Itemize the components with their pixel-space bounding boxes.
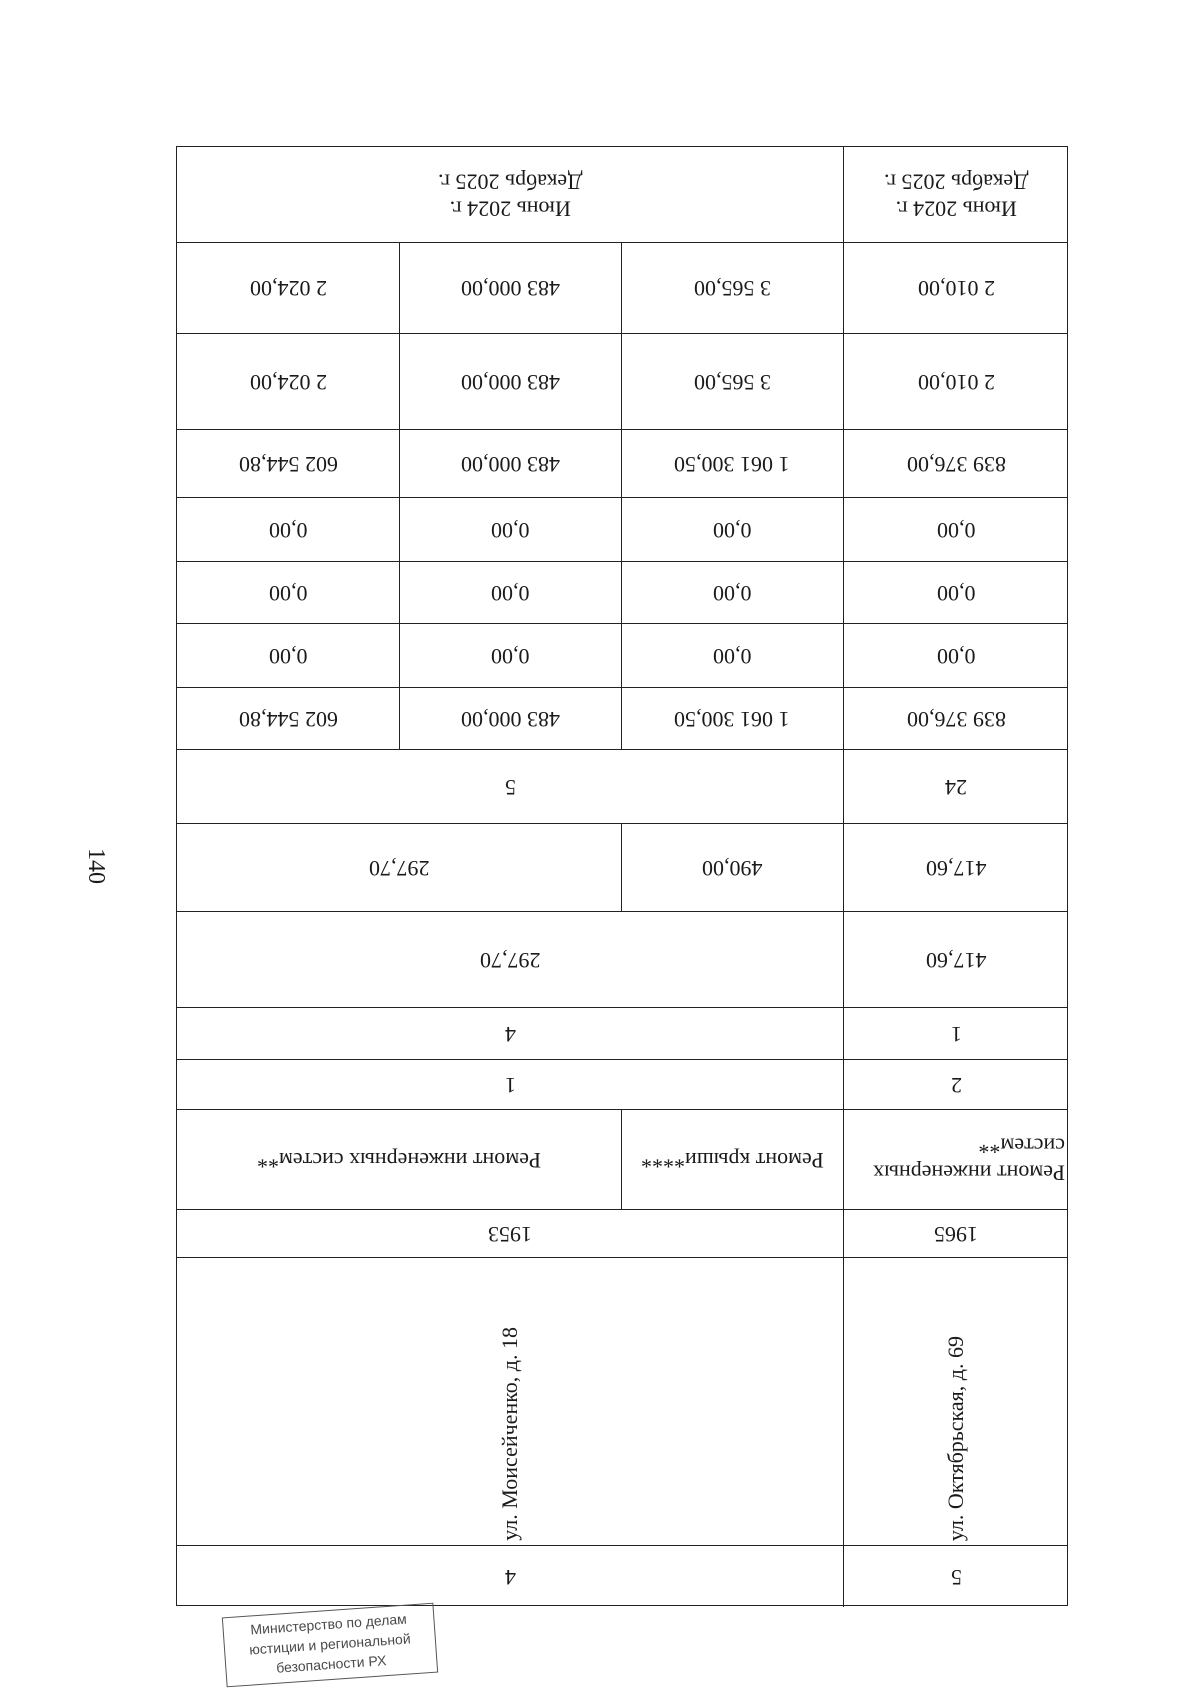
table-cell: 1 061 300,50 [674, 451, 790, 477]
table-cell: 1 061 300,50 [674, 706, 790, 732]
table-cell: 297,70 [479, 947, 541, 973]
period-cell: Июнь 2024 г. Декабрь 2025 г. [883, 169, 1029, 222]
table-cell: 602 544,80 [238, 451, 338, 477]
table-cell: 297,70 [368, 855, 430, 881]
work-type-cell: Ремонт крыши**** [640, 1147, 824, 1173]
table-cell: 0,00 [268, 643, 308, 669]
table-cell: 0,00 [490, 643, 530, 669]
table-cell: 0,00 [936, 517, 976, 543]
ministry-stamp [222, 1603, 438, 1688]
work-type-cell: Ремонт инженерных систем** [257, 1147, 541, 1173]
table-cell: 1 [950, 1021, 962, 1047]
table-cell: 0,00 [936, 643, 976, 669]
table-cell: 417,60 [925, 947, 987, 973]
table-cell: 483 000,00 [460, 369, 560, 395]
address-cell: ул. Моисейченко, д. 18 [497, 1327, 522, 1541]
table-cell: 483 000,00 [460, 275, 560, 301]
table-cell: 839 376,00 [906, 706, 1006, 732]
table-cell: 0,00 [712, 643, 752, 669]
stamp-line: Министерство по делам [249, 1610, 408, 1638]
page-number: 140 [83, 848, 109, 884]
table-cell: 2 024,00 [249, 369, 327, 395]
row-number-cell: 5 [950, 1564, 962, 1590]
table-cell: 483 000,00 [460, 706, 560, 732]
year-cell: 1953 [488, 1221, 532, 1247]
table-cell: 0,00 [712, 580, 752, 606]
table-cell: 839 376,00 [906, 451, 1006, 477]
table-cell: 483 000,00 [460, 451, 560, 477]
table-cell: 0,00 [268, 580, 308, 606]
data-table [176, 146, 1068, 1606]
table-cell: 602 544,80 [238, 706, 338, 732]
period-cell: Июнь 2024 г. Декабрь 2025 г. [437, 169, 583, 222]
row-number-cell: 4 [504, 1564, 516, 1590]
table-cell: 3 565,00 [693, 275, 771, 301]
table-cell: 0,00 [268, 517, 308, 543]
table-cell: 4 [504, 1021, 516, 1047]
table-cell: 2 024,00 [249, 275, 327, 301]
stamp-line: юстиции и региональной [248, 1630, 412, 1658]
stamp-line: безопасности РХ [275, 1652, 387, 1676]
address-cell: ул. Октябрьская, д. 69 [943, 1335, 968, 1541]
table-cell: 2 010,00 [917, 369, 995, 395]
table-cell: 490,00 [701, 855, 763, 881]
table-cell: 0,00 [490, 517, 530, 543]
table-cell: 417,60 [925, 855, 987, 881]
work-type-cell: Ремонт инженерных систем** [873, 1134, 1065, 1186]
table-cell: 0,00 [490, 580, 530, 606]
table-cell: 2 [950, 1072, 962, 1098]
table-cell: 3 565,00 [693, 369, 771, 395]
table-cell: 0,00 [936, 580, 976, 606]
table-cell: 24 [945, 774, 967, 800]
year-cell: 1965 [934, 1221, 978, 1247]
table-cell: 5 [504, 774, 516, 800]
table-cell: 1 [504, 1072, 516, 1098]
table-cell: 2 010,00 [917, 275, 995, 301]
table-cell: 0,00 [712, 517, 752, 543]
